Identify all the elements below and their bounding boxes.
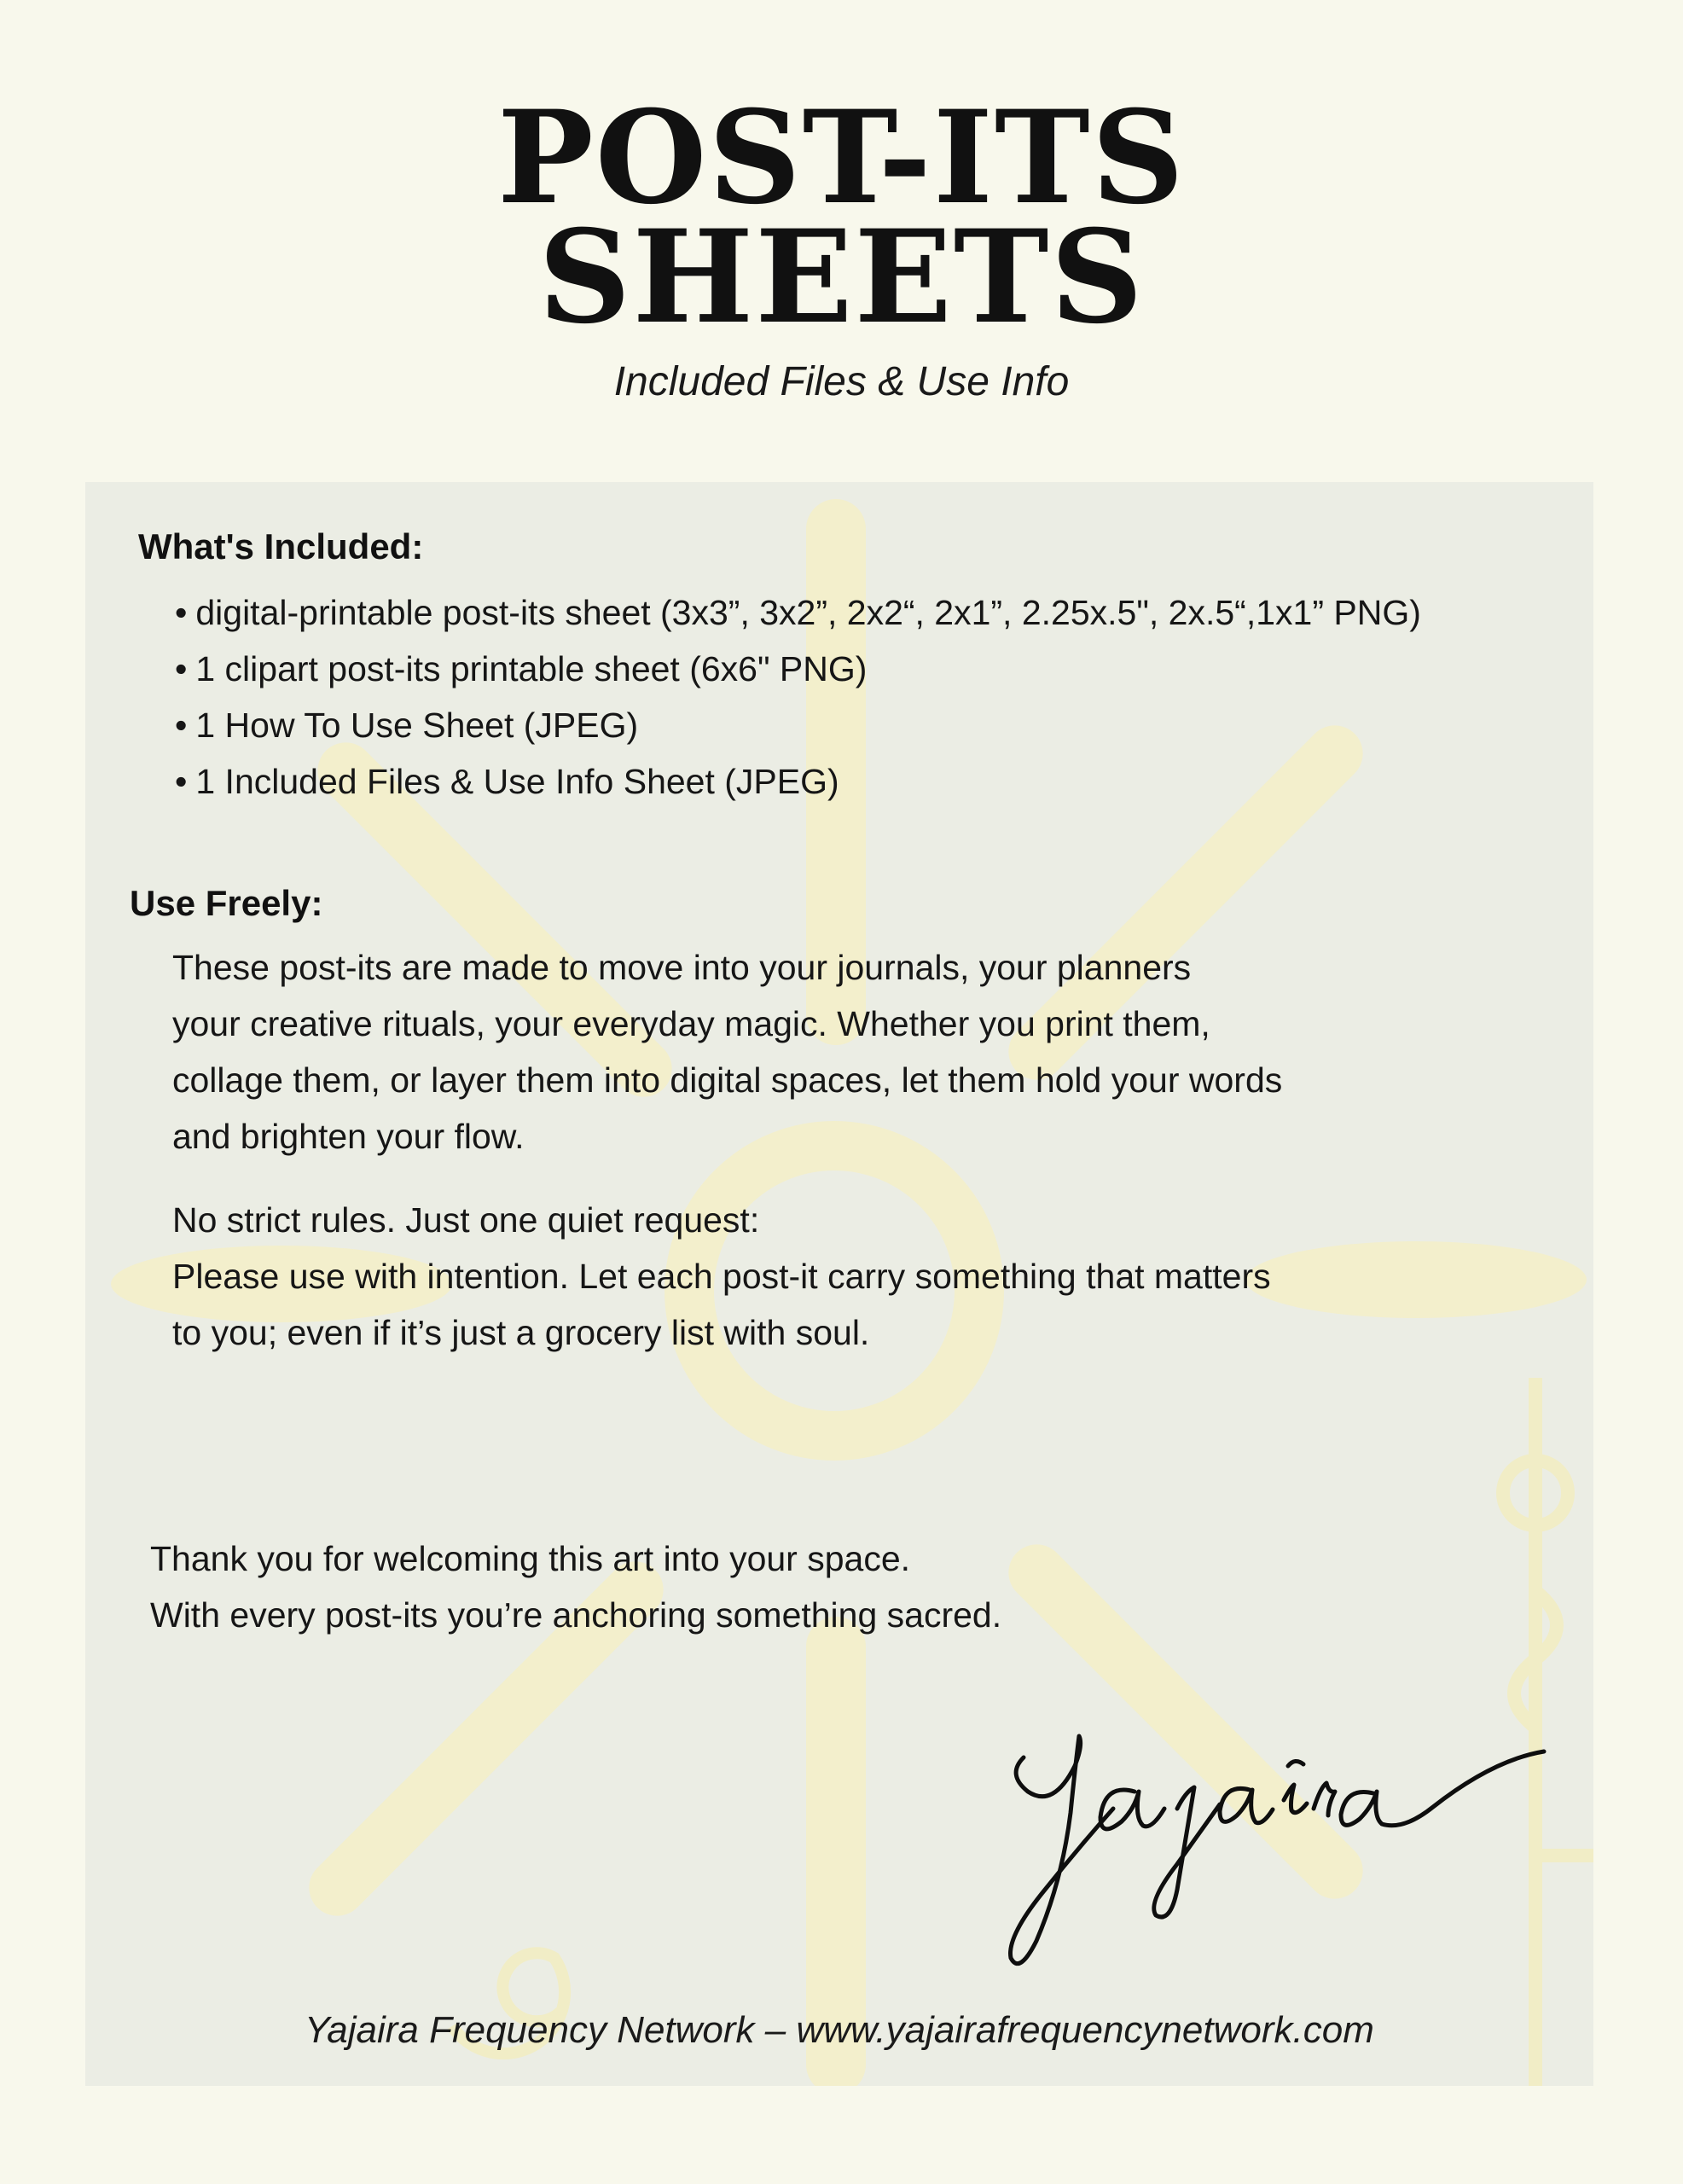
use-freely-paragraph-2: No strict rules. Just one quiet request: Please use with intention. Let each post-it carry something that matters to you; even if it’s just a grocery list with soul. <box>172 1200 1271 1352</box>
page-title-line-1: POST-ITS <box>497 83 1186 233</box>
use-freely-paragraph-1: These post-its are made to move into your journals, your planners your creative rituals, your everyday magic. Whether you print them, collage them, or layer them into digital spaces, let them hold your words and brighten your flow. <box>172 948 1283 1156</box>
list-item: • 1 clipart post-its printable sheet (6x6" PNG) <box>175 649 868 688</box>
footer-attribution: Yajaira Frequency Network – www.yajairafrequencynetwork.com <box>305 2009 1374 2051</box>
use-freely-heading: Use Freely: <box>130 883 323 923</box>
thank-you-message: Thank you for welcoming this art into your space. With every post-its you’re anchoring something sacred. <box>150 1539 1002 1635</box>
included-heading: What's Included: <box>138 526 424 566</box>
list-item: • 1 How To Use Sheet (JPEG) <box>175 706 639 745</box>
signature-yajaira <box>1007 1715 1593 1971</box>
page-subtitle: Included Files & Use Info <box>613 359 1070 404</box>
list-item: • digital-printable post-its sheet (3x3”, 3x2”, 2x2“, 2x1”, 2.25x.5", 2x.5“,1x1” PNG) <box>175 593 1421 632</box>
content-panel <box>85 482 1593 2086</box>
list-item: • 1 Included Files & Use Info Sheet (JPEG) <box>175 762 839 801</box>
included-list <box>175 584 1421 810</box>
page-title-line-2: SHEETS <box>538 202 1145 352</box>
